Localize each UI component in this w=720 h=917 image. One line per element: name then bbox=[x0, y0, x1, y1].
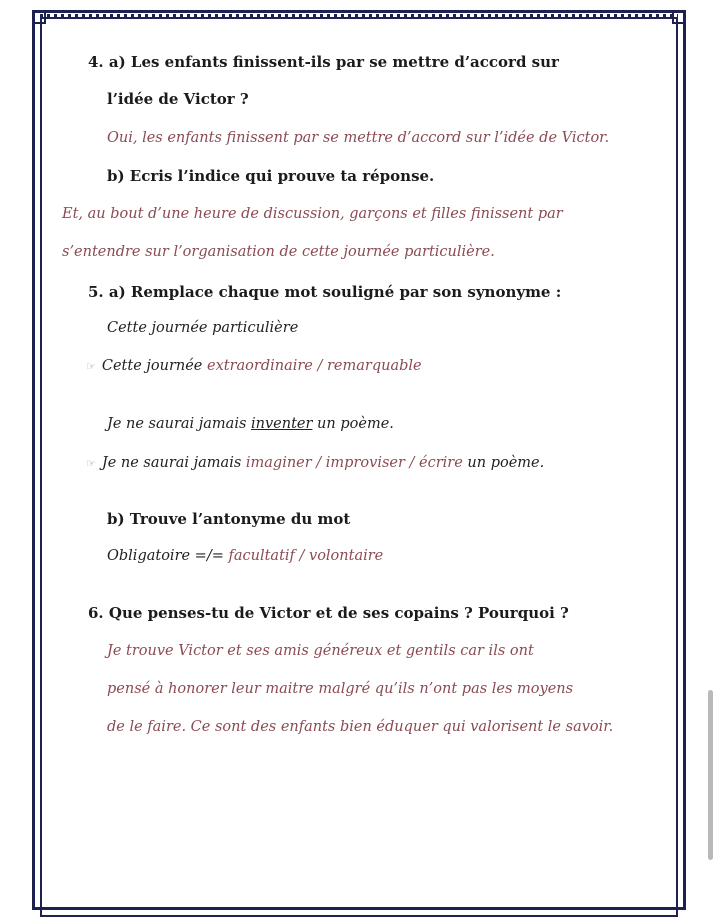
q4a-answer: Oui, les enfants finissent par se mettre d’accord sur l’idée de Victor. bbox=[107, 130, 610, 146]
q4b-answer-line1: Et, au bout d’une heure de discussion, garçons et filles finissent par bbox=[62, 206, 563, 222]
q6-answer-line1: Je trouve Victor et ses amis généreux et gentils car ils ont bbox=[107, 643, 534, 659]
q4a-question-line1: 4. a) Les enfants finissent-ils par se mettre d’accord sur bbox=[88, 53, 559, 71]
pointing-hand-icon: ☞ bbox=[86, 457, 96, 470]
q6-answer-line2: pensé à honorer leur maitre malgré qu’ils n’ont pas les moyens bbox=[107, 681, 574, 697]
q5-sentence2-synonyms: imaginer / improviser / écrire bbox=[245, 455, 463, 471]
q5-sentence1-synonyms: extraordinaire / remarquable bbox=[207, 358, 422, 374]
scrollbar-thumb[interactable] bbox=[708, 690, 713, 860]
q6-answer-line3: de le faire. Ce sont des enfants bien éduquer qui valorisent le savoir. bbox=[107, 719, 614, 735]
q5-sentence2 bbox=[107, 416, 394, 432]
frame-corner-ornament bbox=[672, 10, 686, 24]
q4a-question-line2: l’idée de Victor ? bbox=[107, 90, 249, 108]
q5-sentence1-answer-prefix: Cette journée bbox=[101, 358, 207, 374]
page-border-ornament bbox=[40, 14, 678, 18]
q5-sentence2-end: un poème. bbox=[312, 416, 394, 432]
q5b-question: b) Trouve l’antonyme du mot bbox=[107, 510, 351, 528]
q5-sentence2-answer-prefix: Je ne saurai jamais bbox=[101, 455, 246, 471]
q4b-answer-line2: s’entendre sur l’organisation de cette journée particulière. bbox=[62, 244, 495, 260]
q5b-antonyms: facultatif / volontaire bbox=[228, 548, 384, 564]
q5-sentence2-start: Je ne saurai jamais bbox=[107, 416, 252, 432]
frame-corner-ornament bbox=[32, 10, 46, 24]
q5b-answer-prefix: Obligatoire =/= bbox=[107, 548, 229, 564]
q5b-answer bbox=[107, 548, 383, 564]
q4b-question: b) Ecris l’indice qui prouve ta réponse. bbox=[107, 167, 435, 185]
q5-sentence1: Cette journée particulière bbox=[107, 320, 299, 336]
q5-sentence1-answer bbox=[86, 358, 422, 374]
q5-underlined-word: inventer bbox=[251, 416, 313, 432]
pointing-hand-icon: ☞ bbox=[86, 360, 96, 373]
q5-sentence2-answer bbox=[86, 455, 544, 471]
q5a-question: 5. a) Remplace chaque mot souligné par son synonyme : bbox=[88, 283, 562, 301]
q6-question: 6. Que penses-tu de Victor et de ses copains ? Pourquoi ? bbox=[88, 604, 569, 622]
q5-sentence2-answer-suffix: un poème. bbox=[462, 455, 545, 471]
